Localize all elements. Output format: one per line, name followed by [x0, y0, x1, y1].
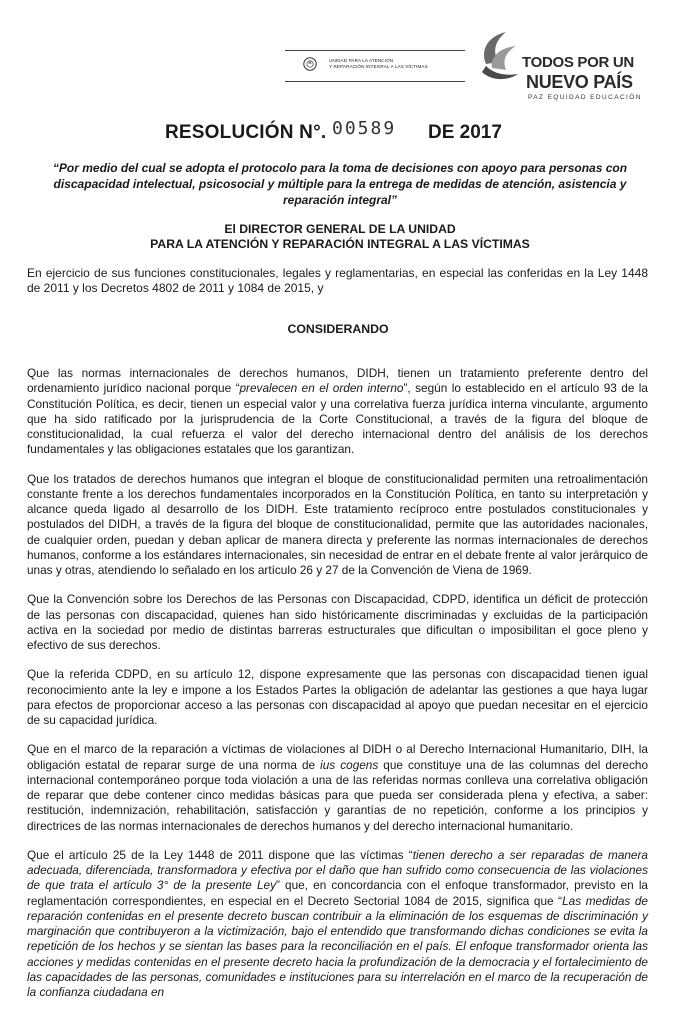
- letterhead: [0, 0, 676, 110]
- consideration-paragraph: [27, 742, 648, 834]
- unit-name-line1: UNIDAD PARA LA ATENCIÓN: [329, 58, 394, 63]
- victims-unit-logo: [285, 50, 465, 82]
- resolution-prefix: RESOLUCIÓN N°.: [165, 122, 327, 143]
- p6-decree-quote: Las medidas de reparación contenidas en el presente decreto buscan contribuir a la eliminación de los esquemas de discriminación y marginación que contribuyeron a la victimización, bajo el entendido que transformando dichas condiciones se evita la repetición de los hechos y se sientan las bases para la reconciliación en el país. El enfoque transformador orienta las acciones y medidas contenidas en el presente decreto hacia la profundización de la democracia y el fortalecimiento de las capacidades de las personas, comunidades e instituciones para su interrelación en el marco de la recuperación de la confianza ciudadana en: [27, 893, 648, 999]
- slogan-line2: NUEVO PAÍS: [526, 72, 633, 92]
- consideration-paragraph: [27, 366, 648, 458]
- p1-text-c: ”, según lo establecido en el artículo 93 de la Constitución Política, es decir, tienen un especial valor y una correlativa fuerza jurídica interna vinculante, argumento que ha sido ratificado por la jurisprudencia de la Corte Constitucional, a través de la figura del bloque de constitucionalidad, la cual refuerza el valor del derecho internacional dentro del análisis de los derechos fundamentales y las obligaciones estatales que los garantizan.: [27, 381, 648, 457]
- p6-text-c: ” que, en concordancia con el enfoque transformador, previsto en la reglamentación correspondientes, en especial en el Decreto Sectorial 1084 de 2015, significa que “: [27, 878, 648, 908]
- slogan-motto: PAZ EQUIDAD EDUCACIÓN: [528, 94, 642, 101]
- considerations-body: [27, 366, 648, 1014]
- authority-line1: El DIRECTOR GENERAL DE LA UNIDAD: [224, 222, 456, 236]
- resolution-title: [0, 118, 676, 146]
- resolution-subject: “Por medio del cual se adopta el protocolo para la toma de decisiones con apoyo para personas con discapacidad intelectual, psicosocial y múltiple para la entrega de medidas de atención, asistencia y reparación integral”: [52, 161, 628, 207]
- authority-line2: PARA LA ATENCIÓN Y REPARACIÓN INTEGRAL A LAS VÍCTIMAS: [150, 237, 530, 251]
- intro-paragraph: En ejercicio de sus funciones constitucionales, legales y reglamentarias, en especial las conferidas en la Ley 1448 de 2011 y los Decretos 4802 de 2011 y 1084 de 2015, y: [27, 266, 648, 295]
- consideration-paragraph: Que la referida CDPD, en su artículo 12, dispone expresamente que las personas con discapacidad tienen igual reconocimiento ante la ley e impone a los Estados Partes la obligación de adelantar las gestiones a que haya lugar para efectos de proporcionar acceso a las personas con discapacidad al apoyo que puedan necesitar en el ejercicio de su capacidad jurídica.: [27, 667, 648, 727]
- p5-text-a: Que en el marco de la reparación a víctimas de violaciones al DIDH o al Derecho Internacional Humanitario, DIH, la obligación estatal de reparar surge de una norma de: [27, 742, 648, 772]
- colombia-emblem-icon: [476, 28, 522, 84]
- victims-unit-name: [329, 58, 428, 70]
- p6-law-quote: tienen derecho a ser reparadas de manera adecuada, diferenciada, transformadora y efectiva por el daño que han sufrido como consecuencia de las violaciones de que trata el artículo 3° de la presente Ley: [27, 847, 648, 893]
- considerando-heading: CONSIDERANDO: [287, 322, 389, 336]
- p5-text-c: que constituye una de las columnas del derecho internacional contemporáneo porque toda violación a una de las referidas normas conlleva una correlativa obligación de reparar que debe contener cinco medidas básicas para que pueda ser considerada plena y efectiva, a saber: restitución, indemnización, rehabilitación, satisfacción y garantías de no repetición, conforme a los principios y directrices de las normas internacionales de derechos humanos y del derecho internacional humanitario.: [27, 757, 649, 833]
- p5-latin-term: ius cogens: [320, 757, 379, 772]
- government-slogan-logo: [470, 22, 670, 108]
- resolution-number: 00589: [332, 118, 397, 139]
- unit-name-line2: Y REPARACIÓN INTEGRAL A LAS VÍCTIMAS: [329, 64, 428, 69]
- p1-quote: prevalecen en el orden interno: [239, 381, 404, 396]
- slogan-line1: TODOS POR UN: [522, 54, 634, 71]
- consideration-paragraph: Que los tratados de derechos humanos que integran el bloque de constitucionalidad permiten una retroalimentación constante frente a los derechos fundamentales incorporados en la Constitución Política, en tanto su interpretación y alcance queda ligado al desarrollo de los DIDH. Este tratamiento recíproco entre postulados constitucionales y postulados del DIDH, a través de la figura del bloque de constitucionalidad, permite que las autoridades nacionales, de cualquier orden, puedan y deban aplicar de manera directa y preferente las normas internacionales de derechos humanos, conforme a los estándares internacionales, sin necesidad de entrar en el debate frente al valor jerárquico de unas y otras, atendiendo lo señalado en los artículo 26 y 27 de la Convención de Viena de 1969.: [27, 471, 648, 577]
- consideration-paragraph: Que la Convención sobre los Derechos de las Personas con Discapacidad, CDPD, identifica un déficit de protección de las personas con discapacidad, quienes han sido históricamente discriminadas y excluidas de la participación activa en la sociedad por medio de distintas barreras estructurales que dificultan o imposibilitan el goce pleno y efectivo de sus derechos.: [27, 592, 648, 652]
- consideration-paragraph: [27, 848, 648, 1001]
- p1-text-a: Que las normas internacionales de derechos humanos, DIDH, tienen un tratamiento preferente dentro del ordenamiento jurídico nacional porque “: [27, 366, 648, 396]
- national-seal-icon: [303, 57, 317, 71]
- issuing-authority: [40, 222, 640, 252]
- resolution-year: DE 2017: [428, 122, 502, 143]
- p6-text-a: Que el artículo 25 de la Ley 1448 de 2011 dispone que las víctimas “: [27, 847, 413, 862]
